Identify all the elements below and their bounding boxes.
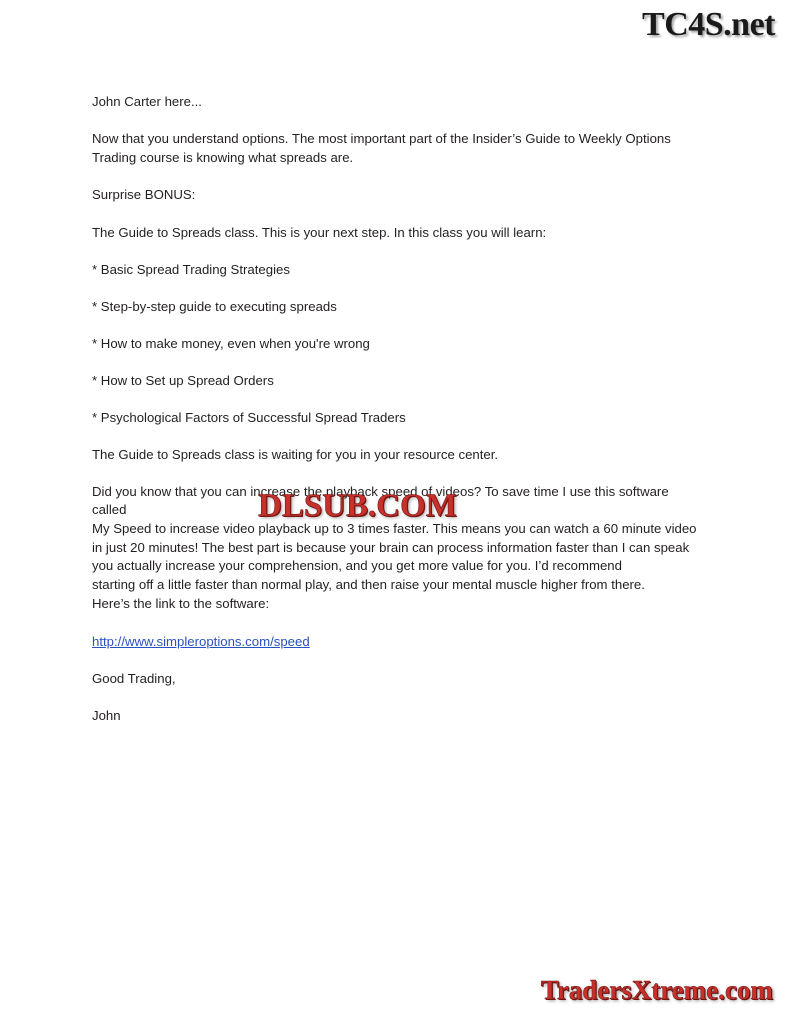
speed-line: in just 20 minutes! The best part is because your brain can process information faster than I can speak [92,539,690,555]
bullet-item: * Step-by-step guide to executing spreads [92,298,337,314]
resource-center-line: The Guide to Spreads class is waiting for you in your resource center. [92,447,499,463]
speed-line: Did you know that you can increase the playback speed of videos? To save time I use this software called [92,483,669,518]
watermark-text: DLSUB.COM [258,488,457,524]
speed-software-paragraph [92,483,702,614]
bonus-heading: Surprise BONUS: [92,187,196,203]
letter-body [92,92,702,743]
site-brand-top: TC4S.net [642,6,775,43]
signoff-line: Good Trading, [92,670,176,686]
software-link-paragraph [92,632,702,651]
signature-line: John [92,707,121,723]
intro-paragraph: Now that you understand options. The most important part of the Insider’s Guide to Weekly Options Trading course is knowing what spreads are. [92,131,671,166]
greeting-line: John Carter here... [92,94,202,109]
class-intro-paragraph: The Guide to Spreads class. This is your next step. In this class you will learn: [92,224,547,240]
site-brand-bottom: TradersXtreme.com [540,975,773,1005]
bullet-item: * How to make money, even when you're wrong [92,335,370,351]
speed-line: My Speed to increase video playback up to 3 times faster. This means you can watch a 60 minute video [92,521,697,537]
bullet-item: * How to Set up Spread Orders [92,373,274,389]
speed-line: starting off a little faster than normal play, and then raise your mental muscle higher from there. [92,577,645,593]
software-link[interactable]: http://www.simpleroptions.com/speed [92,633,310,649]
speed-line: you actually increase your comprehension, and you get more value for you. I’d recommend [92,558,622,574]
bullet-item: * Psychological Factors of Successful Spread Traders [92,410,406,426]
speed-line: Here’s the link to the software: [92,595,270,611]
bullet-item: * Basic Spread Trading Strategies [92,261,290,277]
